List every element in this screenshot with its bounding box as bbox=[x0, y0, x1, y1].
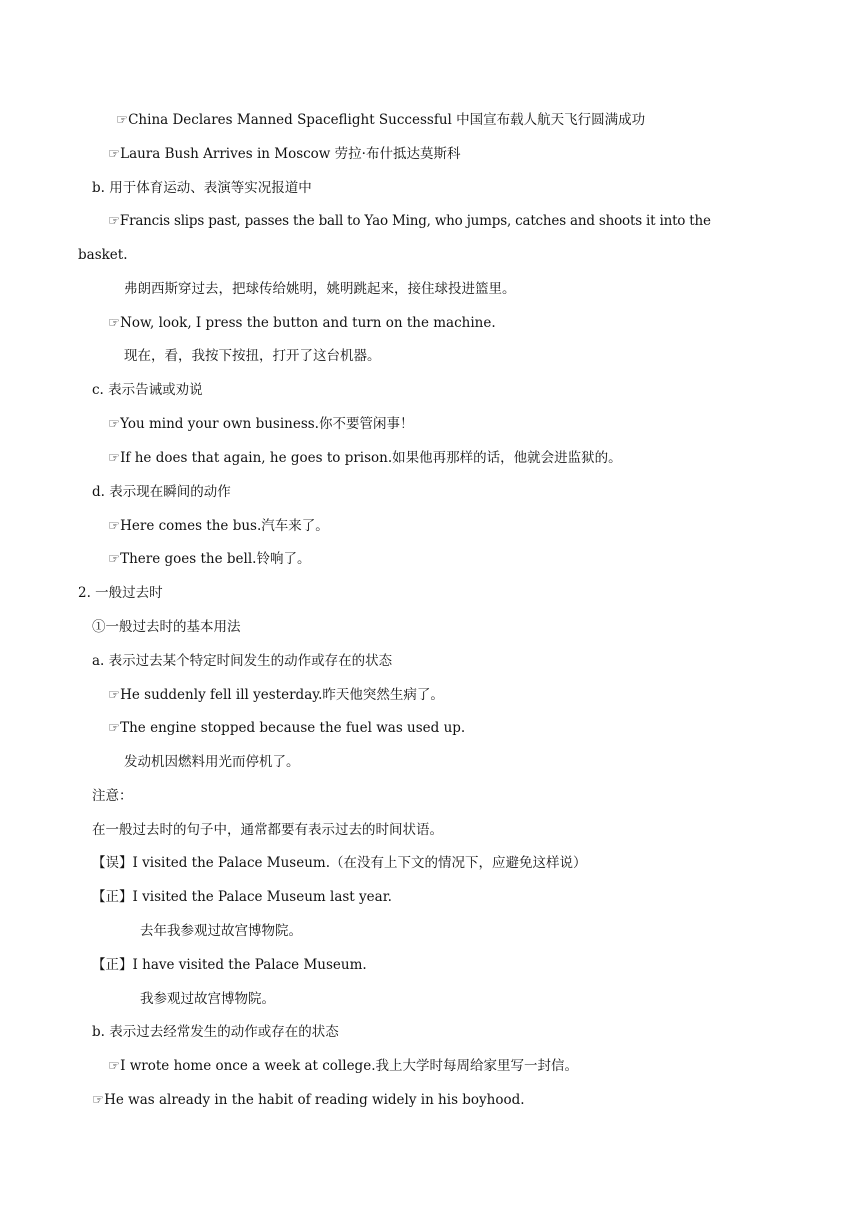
translation-line: 现在，看，我按下按扭，打开了这台机器。 bbox=[124, 348, 381, 364]
note-label: 注意： bbox=[92, 788, 133, 804]
translation-line: 我参观过故宫博物院。 bbox=[140, 991, 275, 1007]
example-line: ☞He was already in the habit of reading widely in his boyhood. bbox=[92, 1092, 525, 1108]
example-line: ☞Now, look, I press the button and turn on the machine. bbox=[108, 315, 496, 331]
example-line: ☞I wrote home once a week at college.我上大学时每周给家里写一封信。 bbox=[108, 1058, 578, 1074]
subheading-line: a. 表示过去某个特定时间发生的动作或存在的状态 bbox=[92, 653, 393, 669]
translation-line: 去年我参观过故宫博物院。 bbox=[140, 923, 302, 939]
section-heading: 2. 一般过去时 bbox=[78, 585, 163, 601]
example-line: ☞China Declares Manned Spaceflight Successful 中国宣布载人航天飞行圆满成功 bbox=[116, 112, 646, 128]
correct-example-line: 【正】I have visited the Palace Museum. bbox=[92, 957, 367, 973]
example-line: ☞He suddenly fell ill yesterday.昨天他突然生病了。 bbox=[108, 687, 444, 703]
subheading-line: d. 表示现在瞬间的动作 bbox=[92, 484, 231, 500]
translation-line: 弗朗西斯穿过去，把球传给姚明，姚明跳起来，接住球投进篮里。 bbox=[124, 281, 516, 297]
subheading-line: b. 表示过去经常发生的动作或存在的状态 bbox=[92, 1024, 339, 1040]
example-line-continued: basket. bbox=[78, 247, 128, 263]
subsection-heading: ①一般过去时的基本用法 bbox=[92, 619, 241, 635]
example-line: ☞The engine stopped because the fuel was used up. bbox=[108, 720, 466, 736]
example-line: ☞Francis slips past, passes the ball to Yao Ming, who jumps, catches and shoots it into the bbox=[108, 213, 711, 229]
example-line: ☞You mind your own business.你不要管闲事！ bbox=[108, 416, 414, 432]
correct-example-line: 【正】I visited the Palace Museum last year. bbox=[92, 889, 392, 905]
wrong-example-line: 【误】I visited the Palace Museum.（在没有上下文的情况下，应避免这样说） bbox=[92, 855, 587, 871]
subheading-line: c. 表示告诫或劝说 bbox=[92, 382, 203, 398]
example-line: ☞There goes the bell.铃响了。 bbox=[108, 551, 311, 567]
note-text: 在一般过去时的句子中，通常都要有表示过去的时间状语。 bbox=[92, 822, 443, 838]
example-line: ☞Here comes the bus.汽车来了。 bbox=[108, 518, 329, 534]
translation-line: 发动机因燃料用光而停机了。 bbox=[124, 754, 300, 770]
example-line: ☞If he does that again, he goes to prison.如果他再那样的话，他就会进监狱的。 bbox=[108, 450, 622, 466]
subheading-line: b. 用于体育运动、表演等实况报道中 bbox=[92, 180, 312, 196]
example-line: ☞Laura Bush Arrives in Moscow 劳拉·布什抵达莫斯科 bbox=[108, 146, 461, 162]
